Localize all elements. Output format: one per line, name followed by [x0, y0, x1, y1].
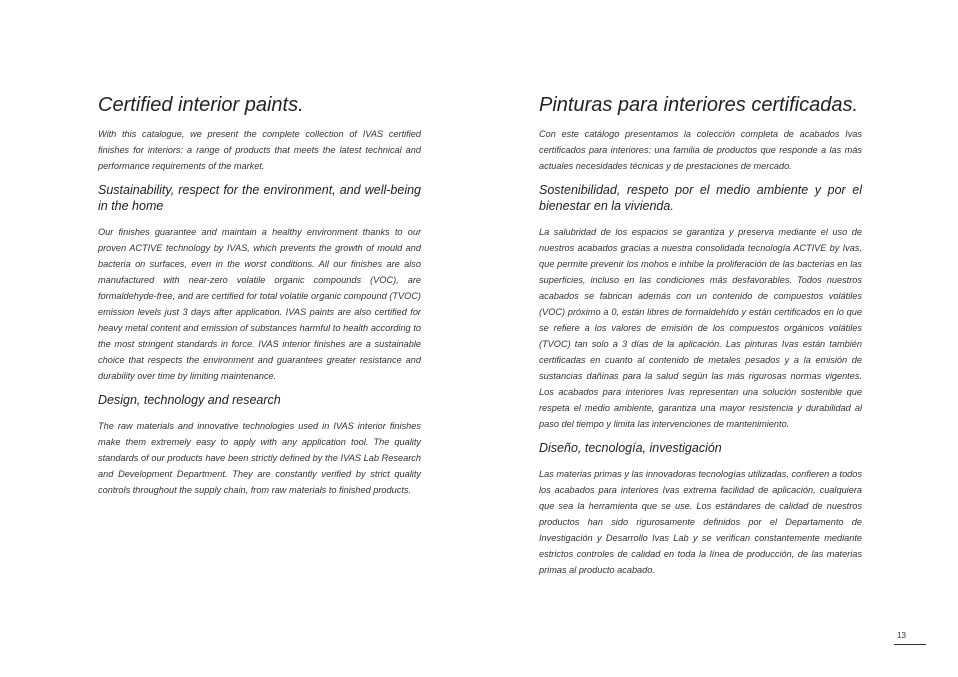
- english-intro: With this catalogue, we present the complete collection of IVAS certified finishes for interiors: a range of products that meets the latest technical and performance requirements of the market.: [98, 129, 421, 171]
- spanish-design-text: Las materias primas y las innovadoras tecnologías utilizadas, confieren a todos los acabados para interiores Ivas extrema facilidad de aplicación, cualquiera que sea la herramienta que se use. Los estándares de calidad de nuestros productos han sido rigurosamente definidos por el Departamento de Investigación y Desarrollo Ivas Lab y se verifican constantemente mediante estrictos controles de calidad en toda la línea de producción, de las materias primas al producto acabado.: [539, 469, 862, 575]
- english-design-text: The raw materials and innovative technologies used in IVAS interior finishes make them extremely easy to apply with any application tool. The quality standards of our products have been strictly defined by the IVAS Lab Research and Development Department. They are constantly verified by strict quality controls throughout the supply chain, from raw materials to finished products.: [98, 421, 421, 495]
- spanish-intro: Con este catálogo presentamos la colección completa de acabados Ivas certificados para interiores: una familia de productos que responde a las más actuales necesidades técnicas y de prestaciones de mercado.: [539, 129, 862, 171]
- english-sustainability-heading: Sustainability, respect for the environment, and well-being in the home: [98, 183, 421, 213]
- english-title: Certified interior paints.: [98, 94, 304, 116]
- spanish-column: [539, 92, 862, 586]
- english-sustainability-text: Our finishes guarantee and maintain a healthy environment thanks to our proven ACTIVE technology by IVAS, which prevents the growth of mould and bacteria on surfaces, even in the worst conditions. All our finishes are also manufactured with near-zero volatile organic compounds (VOC), are formaldehyde-free, and are certified for total volatile organic compound (TVOC) emission levels just 3 days after application. IVAS paints are also certified for heavy metal content and emission of substances harmful to health according to the most stringent standards in force. IVAS interior finishes are a sustainable choice that respects the environment and guarantees greater resistance and durability over time by limiting maintenance.: [98, 227, 421, 381]
- spanish-design-heading: Diseño, tecnología, investigación: [539, 441, 722, 455]
- spanish-title: Pinturas para interiores certificadas.: [539, 94, 859, 116]
- page-number-rule: [894, 644, 926, 645]
- english-column: [98, 92, 421, 506]
- spanish-sustainability-text: La salubridad de los espacios se garantiza y preserva mediante el uso de nuestros acabados gracias a nuestra consolidada tecnología ACTIVE by Ivas, que permite prevenir los mohos e inhibe la proliferación de las bacterias en las superficies, incluso en las condiciones más desfavorables. Todos nuestros acabados se fabrican además con un contenido de compuestos volátiles (VOC) próximo a 0, están libres de formaldehído y están certificados en lo que se refiere a los valores de emisión de los compuestos orgánicos volátiles (TVOC) tan solo a 3 días de la aplicación. Las pinturas Ivas están también certificadas en cuanto al contenido de metales pesados y a la emisión de sustancias dañinas para la salud según las más rigurosas normas vigentes. Los acabados para interiores Ivas representan una solución sostenible que respeta el medio ambiente, garantiza una mayor resistencia y durabilidad al paso del tiempo y limita las intervenciones de mantenimiento.: [539, 227, 862, 429]
- english-design-heading: Design, technology and research: [98, 393, 281, 407]
- spanish-sustainability-heading: Sostenibilidad, respeto por el medio ambiente y por el bienestar en la vivienda.: [539, 183, 862, 213]
- page-number: 13: [897, 631, 906, 640]
